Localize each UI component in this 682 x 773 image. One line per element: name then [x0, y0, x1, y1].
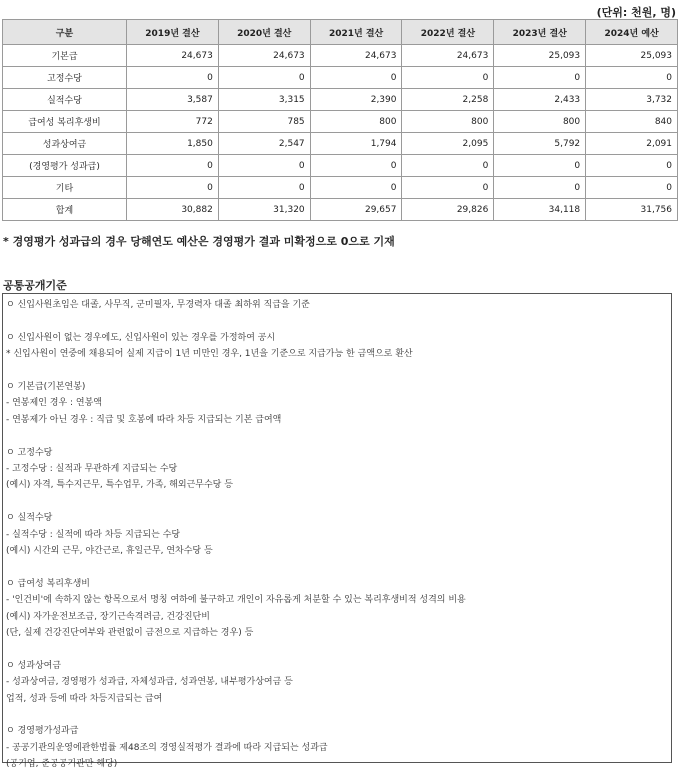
- column-header: 2022년 결산: [402, 20, 494, 45]
- table-row: [3, 155, 678, 177]
- value-cell: 800: [402, 111, 494, 133]
- standard-line: ㅇ 경영평가성과급: [6, 726, 79, 737]
- row-label-cell: 기타: [3, 177, 127, 199]
- value-cell: 800: [494, 111, 586, 133]
- value-cell: 24,673: [127, 45, 219, 67]
- value-cell: 0: [494, 67, 586, 89]
- standard-line: (예시) 자격, 특수지근무, 특수업무, 가족, 해외근무수당 등: [6, 480, 233, 491]
- value-cell: 5,792: [494, 133, 586, 155]
- blank-line: [6, 494, 668, 510]
- value-cell: 2,258: [402, 89, 494, 111]
- standard-line: (예시) 시간외 근무, 야간근로, 휴일근무, 연차수당 등: [6, 546, 213, 557]
- column-header: 2023년 결산: [494, 20, 586, 45]
- standard-line: (예시) 자가운전보조금, 장기근속격려금, 건강진단비: [6, 611, 210, 622]
- standard-line: - 공공기관의운영에관한법률 제48조의 경영실적평가 결과에 따라 지급되는 성과급: [6, 742, 328, 753]
- value-cell: 0: [494, 177, 586, 199]
- value-cell: 0: [127, 67, 219, 89]
- column-header: 2024년 예산: [586, 20, 678, 45]
- standard-line: - 연봉제인 경우 : 연봉액: [6, 398, 102, 409]
- standard-line: * 신입사원이 연중에 채용되어 실제 지급이 1년 미만인 경우, 1년을 기준으로 지급가능 한 금액으로 환산: [6, 349, 413, 360]
- value-cell: 0: [310, 155, 402, 177]
- value-cell: 2,390: [310, 89, 402, 111]
- value-cell: 29,657: [310, 199, 402, 221]
- value-cell: 0: [494, 155, 586, 177]
- table-header-row: [3, 20, 678, 45]
- standard-line: ㅇ 신입사원이 없는 경우에도, 신입사원이 있는 경우를 가정하여 공시: [6, 332, 276, 343]
- value-cell: 2,095: [402, 133, 494, 155]
- value-cell: 29,826: [402, 199, 494, 221]
- standard-line: ㅇ 실적수당: [6, 513, 53, 524]
- blank-line: [6, 363, 668, 379]
- value-cell: 24,673: [310, 45, 402, 67]
- footnote: * 경영평가 성과급의 경우 당해연도 예산은 경영평가 결과 미확정으로 0으로 기재: [3, 235, 395, 248]
- standard-line: 업적, 성과 등에 따라 차등지급되는 급여: [6, 693, 163, 704]
- value-cell: 31,756: [586, 199, 678, 221]
- standard-line: - 연봉제가 아닌 경우 : 직급 및 호봉에 따라 차등 지급되는 기본 급여액: [6, 414, 282, 425]
- value-cell: 0: [586, 177, 678, 199]
- column-header: 구분: [3, 20, 127, 45]
- column-header: 2019년 결산: [127, 20, 219, 45]
- value-cell: 1,850: [127, 133, 219, 155]
- value-cell: 0: [586, 155, 678, 177]
- table-body: [3, 45, 678, 221]
- value-cell: 3,587: [127, 89, 219, 111]
- standard-line: ㅇ 기본급(기본연봉): [6, 382, 86, 392]
- value-cell: 24,673: [218, 45, 310, 67]
- table-row: [3, 111, 678, 133]
- value-cell: 2,091: [586, 133, 678, 155]
- value-cell: 24,673: [402, 45, 494, 67]
- table-row: [3, 177, 678, 199]
- row-label-cell: 기본급: [3, 45, 127, 67]
- value-cell: 3,315: [218, 89, 310, 111]
- value-cell: 0: [218, 155, 310, 177]
- column-header: 2020년 결산: [218, 20, 310, 45]
- blank-line: [6, 428, 668, 444]
- value-cell: 1,794: [310, 133, 402, 155]
- table-row: [3, 89, 678, 111]
- blank-line: [6, 641, 668, 657]
- standards-box: [2, 293, 672, 770]
- value-cell: 785: [218, 111, 310, 133]
- row-label-cell: 실적수당: [3, 89, 127, 111]
- value-cell: 0: [218, 177, 310, 199]
- salary-table: [2, 19, 678, 221]
- value-cell: 0: [127, 177, 219, 199]
- table-row: [3, 133, 678, 155]
- value-cell: 34,118: [494, 199, 586, 221]
- value-cell: 30,882: [127, 199, 219, 221]
- standards-title: 공통공개기준: [3, 279, 67, 292]
- standard-line: ㅇ 신입사원초임은 대졸, 사무직, 군미필자, 무경력자 대졸 최하위 직급을 기준: [6, 300, 310, 310]
- value-cell: 0: [586, 67, 678, 89]
- standard-line: (단, 실제 건강진단여부와 관련없이 금전으로 지급하는 경우) 등: [6, 628, 254, 639]
- standard-line: - '인건비'에 속하지 않는 항목으로서 명칭 여하에 불구하고 개인이 자유롭게 처분할 수 있는 복리후생비적 성격의 비용: [6, 595, 466, 606]
- table-row: [3, 45, 678, 67]
- row-label-cell: 성과상여금: [3, 133, 127, 155]
- unit-label: (단위: 천원, 명): [596, 6, 676, 19]
- value-cell: 840: [586, 111, 678, 133]
- blank-line: [6, 559, 668, 575]
- standard-line: ㅇ 성과상여금: [6, 660, 62, 671]
- value-cell: 0: [310, 177, 402, 199]
- standard-line: - 실적수당 : 실적에 따라 차등 지급되는 수당: [6, 529, 181, 540]
- row-label-cell: 합계: [3, 199, 127, 221]
- value-cell: 2,433: [494, 89, 586, 111]
- row-label-cell: (경영평가 성과급): [3, 155, 127, 177]
- value-cell: 31,320: [218, 199, 310, 221]
- table-row: [3, 199, 678, 221]
- value-cell: 0: [402, 177, 494, 199]
- value-cell: 25,093: [586, 45, 678, 67]
- blank-line: [6, 313, 668, 329]
- value-cell: 800: [310, 111, 402, 133]
- row-label-cell: 급여성 복리후생비: [3, 111, 127, 133]
- standard-line: ㅇ 고정수당: [6, 447, 53, 458]
- value-cell: 0: [310, 67, 402, 89]
- value-cell: 0: [402, 67, 494, 89]
- value-cell: 0: [218, 67, 310, 89]
- standard-line: (공기업, 준공공기관만 해당): [6, 759, 118, 770]
- row-label-cell: 고정수당: [3, 67, 127, 89]
- standard-line: - 성과상여금, 경영평가 성과급, 자체성과급, 성과연봉, 내부평가상여금 등: [6, 677, 293, 688]
- table-row: [3, 67, 678, 89]
- standard-line: - 고정수당 : 실적과 무관하게 지급되는 수당: [6, 464, 178, 475]
- value-cell: 3,732: [586, 89, 678, 111]
- blank-line: [6, 707, 668, 723]
- standard-line: ㅇ 급여성 복리후생비: [6, 578, 90, 589]
- value-cell: 25,093: [494, 45, 586, 67]
- column-header: 2021년 결산: [310, 20, 402, 45]
- value-cell: 2,547: [218, 133, 310, 155]
- value-cell: 772: [127, 111, 219, 133]
- value-cell: 0: [402, 155, 494, 177]
- value-cell: 0: [127, 155, 219, 177]
